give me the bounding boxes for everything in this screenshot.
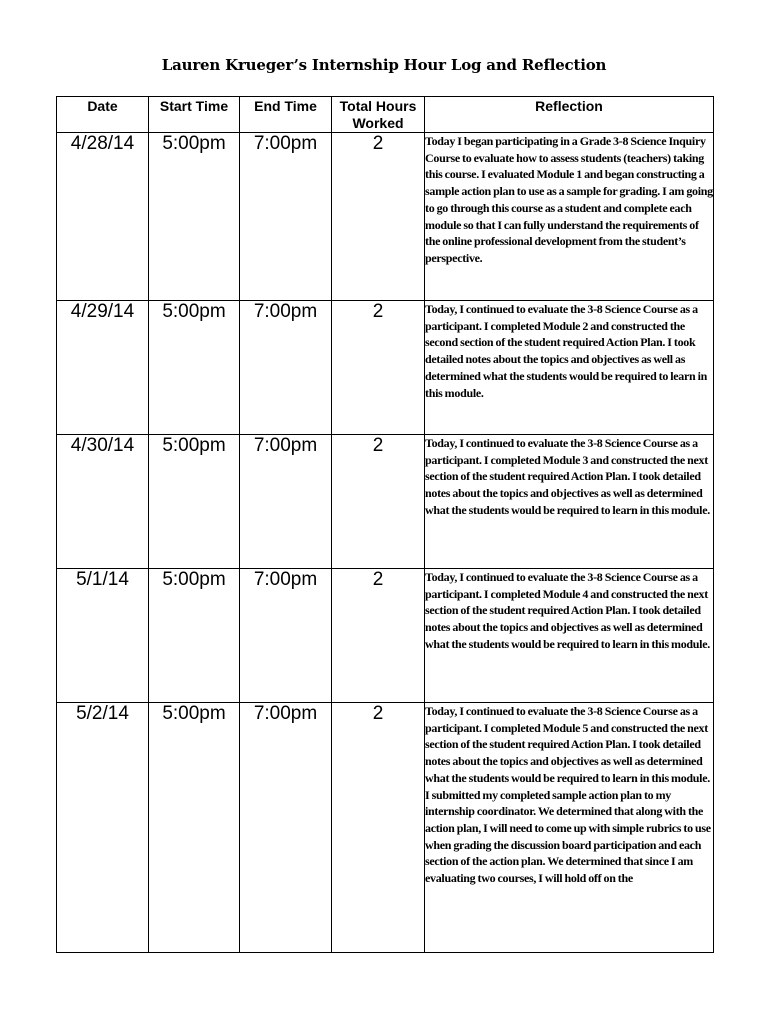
cell-total-hours: 2 <box>332 703 425 953</box>
cell-reflection: Today I began participating in a Grade 3-8 Science Inquiry Course to evaluate how to assess students (teachers) taking this course. I evaluated Module 1 and began constructing a sample action plan to use as a sample for grading. I am going to go through this course as a student and complete each module so that I can fully understand the requirements of the online professional development from the student’s perspective. <box>425 133 714 301</box>
cell-date: 4/30/14 <box>57 435 149 569</box>
table-row <box>57 133 714 301</box>
hour-log-table <box>56 96 714 953</box>
cell-start-time: 5:00pm <box>149 569 240 703</box>
cell-date: 4/28/14 <box>57 133 149 301</box>
cell-start-time: 5:00pm <box>149 703 240 953</box>
cell-date: 4/29/14 <box>57 301 149 435</box>
cell-date: 5/1/14 <box>57 569 149 703</box>
header-reflection: Reflection <box>425 97 714 133</box>
cell-end-time: 7:00pm <box>240 301 332 435</box>
header-start-time: Start Time <box>149 97 240 133</box>
cell-reflection: Today, I continued to evaluate the 3-8 Science Course as a participant. I completed Module 4 and constructed the next section of the student required Action Plan. I took detailed notes about the topics and objectives as well as determined what the students would be required to learn in this module. <box>425 569 714 703</box>
table-row <box>57 569 714 703</box>
header-row <box>57 97 714 133</box>
cell-start-time: 5:00pm <box>149 435 240 569</box>
header-total-hours: Total Hours Worked <box>332 97 425 133</box>
cell-start-time: 5:00pm <box>149 301 240 435</box>
cell-total-hours: 2 <box>332 435 425 569</box>
cell-end-time: 7:00pm <box>240 569 332 703</box>
cell-start-time: 5:00pm <box>149 133 240 301</box>
page-title: Lauren Krueger’s Internship Hour Log and Reflection <box>161 56 607 74</box>
cell-end-time: 7:00pm <box>240 703 332 953</box>
header-end-time: End Time <box>240 97 332 133</box>
cell-reflection: Today, I continued to evaluate the 3-8 Science Course as a participant. I completed Module 2 and constructed the second section of the student required Action Plan. I took detailed notes about the topics and objectives as well as determined what the students would be required to learn in this module. <box>425 301 714 435</box>
header-date: Date <box>57 97 149 133</box>
cell-reflection: Today, I continued to evaluate the 3-8 Science Course as a participant. I completed Module 5 and constructed the next section of the student required Action Plan. I took detailed notes about the topics and objectives as well as determined what the students would be required to learn in this module. I submitted my completed sample action plan to my internship coordinator. We determined that along with the action plan, I will need to come up with simple rubrics to use when grading the discussion board participation and each section of the action plan. We determined that since I am evaluating two courses, I will hold off on the <box>425 703 714 953</box>
cell-end-time: 7:00pm <box>240 133 332 301</box>
cell-total-hours: 2 <box>332 133 425 301</box>
cell-end-time: 7:00pm <box>240 435 332 569</box>
table-row <box>57 301 714 435</box>
cell-reflection: Today, I continued to evaluate the 3-8 Science Course as a participant. I completed Module 3 and constructed the next section of the student required Action Plan. I took detailed notes about the topics and objectives as well as determined what the students would be required to learn in this module. <box>425 435 714 569</box>
table-row <box>57 435 714 569</box>
table-row <box>57 703 714 953</box>
cell-date: 5/2/14 <box>57 703 149 953</box>
cell-total-hours: 2 <box>332 569 425 703</box>
cell-total-hours: 2 <box>332 301 425 435</box>
